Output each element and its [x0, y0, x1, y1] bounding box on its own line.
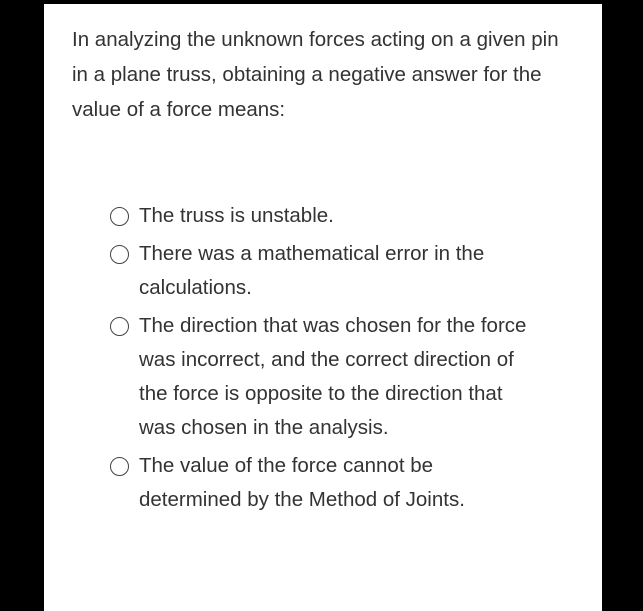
answer-option-1[interactable] [110, 199, 540, 233]
answer-option-3[interactable] [110, 309, 540, 445]
answer-option-label: The direction that was chosen for the force was incorrect, and the correct direction of the force is opposite to the direction that was chosen in the analysis. [139, 314, 527, 439]
answer-option-label: The truss is unstable. [139, 204, 334, 227]
radio-unchecked-icon[interactable] [110, 245, 129, 264]
radio-unchecked-icon[interactable] [110, 207, 129, 226]
question-text: In analyzing the unknown forces acting on a given pin in a plane truss, obtaining a negative answer for the value of a force means: [72, 28, 559, 121]
radio-unchecked-icon[interactable] [110, 457, 129, 476]
radio-unchecked-icon[interactable] [110, 317, 129, 336]
question-panel [44, 4, 602, 611]
answer-option-4[interactable] [110, 449, 540, 517]
answer-option-label: There was a mathematical error in the calculations. [139, 242, 485, 299]
answer-option-2[interactable] [110, 237, 540, 305]
answer-options [110, 199, 540, 517]
answer-option-label: The value of the force cannot be determined by the Method of Joints. [139, 454, 465, 511]
